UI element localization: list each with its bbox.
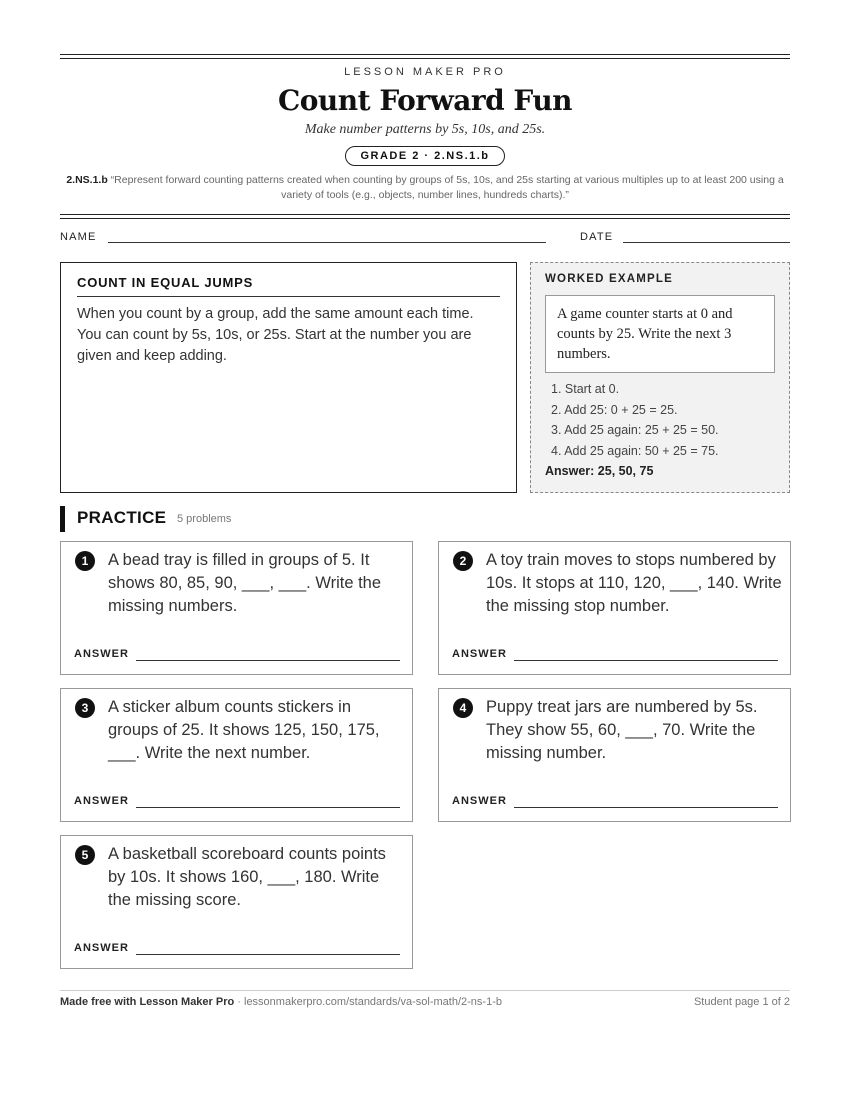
date-label: DATE [580, 231, 614, 243]
problem-number-badge: 5 [75, 845, 95, 865]
worked-example-box [530, 262, 790, 493]
worked-example-answer: Answer: 25, 50, 75 [545, 464, 654, 478]
lesson-heading: COUNT IN EQUAL JUMPS [77, 275, 500, 297]
lesson-text: When you count by a group, add the same amount each time. You can count by 5s, 10s, or 25s. Start at the number you are given and keep adding. [77, 306, 474, 364]
worked-example-heading: WORKED EXAMPLE [545, 273, 673, 285]
problem-card-3 [60, 688, 413, 822]
footer-credit [60, 996, 502, 1008]
problem-card-1 [60, 541, 413, 675]
badge-wrapper [60, 146, 790, 166]
worked-example-problem: A game counter starts at 0 and counts by 25. Write the next 3 numbers. [545, 295, 775, 373]
worked-example-step: 2. Add 25: 0 + 25 = 25. [551, 402, 678, 417]
practice-accent-bar [60, 506, 65, 532]
date-field[interactable] [623, 242, 790, 243]
answer-field-1[interactable] [136, 660, 400, 661]
problem-text: A sticker album counts stickers in groups of 25. It shows 125, 150, 175, ___. Write the next number. [108, 698, 380, 762]
answer-field-2[interactable] [514, 660, 778, 661]
problem-text: A bead tray is filled in groups of 5. It shows 80, 85, 90, ___, ___. Write the missing numbers. [108, 551, 382, 615]
answer-field-4[interactable] [514, 807, 778, 808]
answer-label: ANSWER [74, 942, 129, 954]
problem-number-badge: 1 [75, 551, 95, 571]
problem-number-badge: 2 [453, 551, 473, 571]
footer-url[interactable]: · lessonmakerpro.com/standards/va-sol-math/2-ns-1-b [234, 996, 502, 1008]
footer-page-number: Student page 1 of 2 [693, 996, 790, 1008]
answer-field-3[interactable] [136, 807, 400, 808]
problem-text: Puppy treat jars are numbered by 5s. They show 55, 60, ___, 70. Write the missing number. [486, 698, 758, 762]
standard-text: “Represent forward counting patterns created when counting by groups of 5s, 10s, and 25s starting at various multiples up to at least 200 using a variety of tools (e.g., objects, number lines, hundreds charts).” [110, 174, 784, 201]
worked-example-step: 1. Start at 0. [551, 382, 620, 396]
problem-number-badge: 4 [453, 698, 473, 718]
page-subtitle: Make number patterns by 5s, 10s, and 25s. [304, 122, 546, 137]
answer-label: ANSWER [452, 648, 507, 660]
footer-rule [60, 990, 790, 991]
answer-label: ANSWER [74, 795, 129, 807]
problem-card-5 [60, 835, 413, 969]
worked-example-step: 4. Add 25 again: 50 + 25 = 75. [551, 443, 719, 458]
problem-text: A basketball scoreboard counts points by 10s. It shows 160, ___, 180. Write the missing score. [108, 845, 386, 909]
answer-field-5[interactable] [136, 954, 400, 955]
name-label: NAME [60, 231, 97, 243]
lesson-box [60, 262, 517, 493]
grade-badge: GRADE 2 · 2.NS.1.b [345, 146, 504, 166]
top-double-rule [60, 54, 790, 59]
answer-label: ANSWER [452, 795, 507, 807]
header-double-rule [60, 214, 790, 219]
problem-card-4 [438, 688, 791, 822]
practice-title: PRACTICE [77, 508, 167, 527]
standard-description [60, 173, 790, 203]
answer-label: ANSWER [74, 648, 129, 660]
brand-name: LESSON MAKER PRO [344, 66, 506, 78]
worked-example-steps [545, 379, 775, 461]
standard-code: 2.NS.1.b [66, 174, 108, 186]
name-field[interactable] [108, 242, 546, 243]
footer-made-with: Made free with Lesson Maker Pro [60, 996, 235, 1008]
problem-text: A toy train moves to stops numbered by 10s. It stops at 110, 120, ___, 140. Write the missing stop number. [486, 551, 782, 615]
page-title: Count Forward Fun [277, 84, 573, 117]
problem-card-2 [438, 541, 791, 675]
problem-number-badge: 3 [75, 698, 95, 718]
practice-count: 5 problems [177, 513, 232, 525]
worked-example-step: 3. Add 25 again: 25 + 25 = 50. [551, 423, 719, 437]
